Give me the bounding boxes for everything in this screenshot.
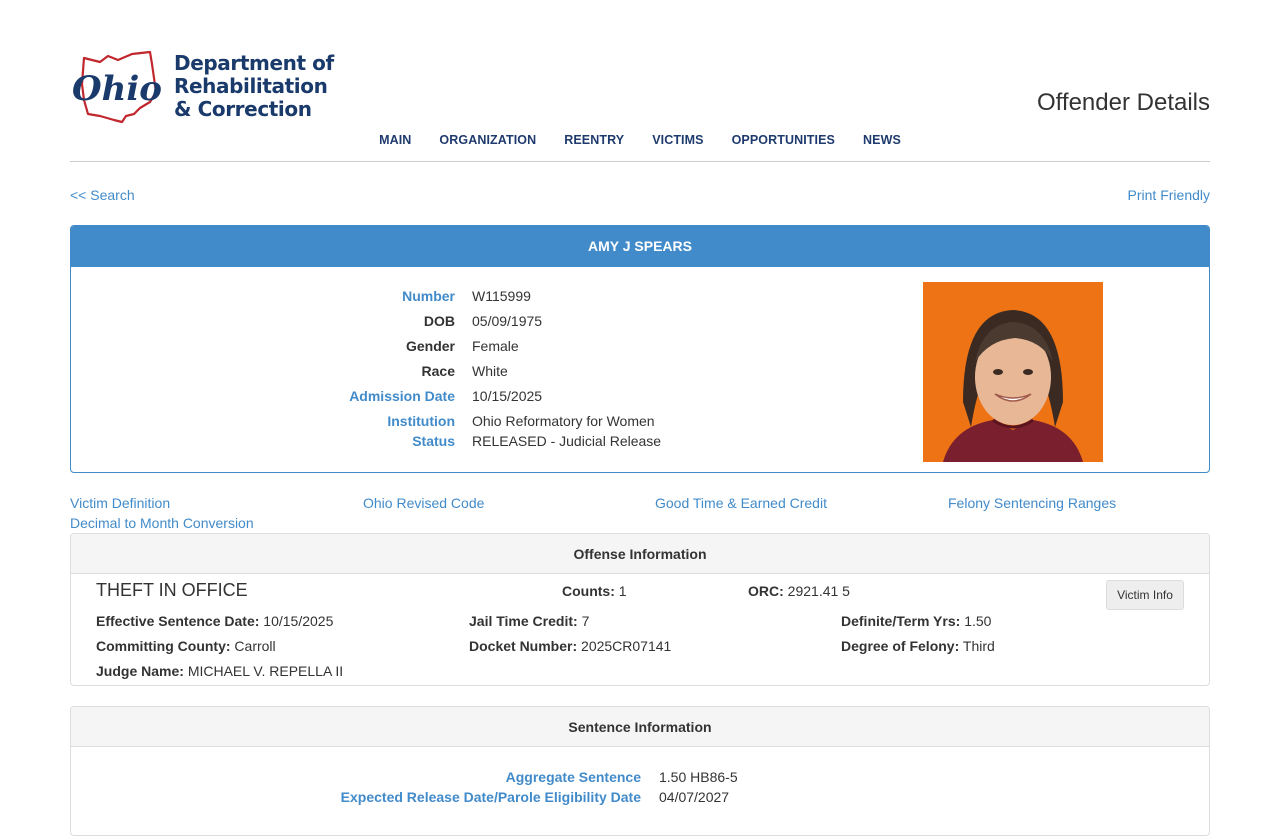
ohio-state-logo-icon (70, 50, 162, 124)
offense-title: THEFT IN OFFICE (96, 580, 248, 600)
info-label-institution[interactable]: Institution (387, 413, 455, 429)
felony-sentencing-ranges-link[interactable]: Felony Sentencing Ranges (948, 495, 1117, 511)
victim-definition-link[interactable]: Victim Definition (70, 495, 171, 511)
logo-ohio-word: Ohio (72, 69, 162, 109)
offender-info-grid (71, 288, 771, 458)
info-row-admission-date (71, 388, 771, 413)
orc-value: 2921.41 5 (787, 583, 850, 599)
docket-number (469, 638, 671, 654)
back-to-search-link[interactable]: << Search (70, 187, 135, 203)
victim-info-button[interactable]: Victim Info (1106, 580, 1184, 610)
offense-counts (562, 583, 627, 599)
info-label-status[interactable]: Status (412, 433, 455, 449)
info-value-institution: Ohio Reformatory for Women (472, 413, 655, 429)
sentence-row-release-date (71, 789, 1211, 809)
page-container (70, 0, 1210, 805)
print-friendly-link[interactable]: Print Friendly (1127, 187, 1210, 203)
page-title: Offender Details (1037, 89, 1210, 116)
info-label-dob: DOB (423, 313, 455, 329)
judge-name (96, 663, 343, 679)
info-value-gender: Female (472, 338, 519, 354)
odrc-logo[interactable] (70, 50, 334, 126)
nav-opportunities[interactable]: OPPORTUNITIES (731, 133, 835, 147)
county-label: Committing County: (96, 638, 231, 654)
info-value-status: RELEASED - Judicial Release (472, 433, 662, 449)
info-row-gender (71, 338, 771, 363)
info-row-number (71, 288, 771, 313)
logo-line-1: Department of (174, 51, 334, 75)
offense-orc (748, 583, 850, 599)
info-row-status (71, 433, 771, 458)
main-nav (70, 133, 1210, 147)
definite-term-yrs (841, 613, 991, 629)
good-time-earned-credit-link[interactable]: Good Time & Earned Credit (655, 495, 827, 511)
docket-label: Docket Number: (469, 638, 578, 654)
nav-reentry[interactable]: REENTRY (564, 133, 625, 147)
aggregate-sentence-label[interactable]: Aggregate Sentence (505, 769, 641, 785)
info-row-institution (71, 413, 771, 433)
sentence-panel (70, 706, 1210, 836)
info-row-race (71, 363, 771, 388)
reference-links (70, 495, 1210, 535)
orc-label: ORC: (748, 583, 784, 599)
nav-victims[interactable]: VICTIMS (652, 133, 704, 147)
info-row-dob (71, 313, 771, 338)
expected-release-value: 04/07/2027 (659, 789, 730, 805)
top-links-row (70, 187, 1210, 207)
offender-name: AMY J SPEARS (71, 226, 1209, 267)
nav-organization[interactable]: ORGANIZATION (439, 133, 537, 147)
info-value-admission-date: 10/15/2025 (472, 388, 543, 404)
jail-label: Jail Time Credit: (469, 613, 578, 629)
offense-panel (70, 533, 1210, 686)
counts-label: Counts: (562, 583, 615, 599)
sentence-row-aggregate (71, 769, 1211, 789)
effective-value: 10/15/2025 (263, 613, 334, 629)
county-value: Carroll (234, 638, 276, 654)
nav-main[interactable]: MAIN (379, 133, 412, 147)
effective-label: Effective Sentence Date: (96, 613, 260, 629)
judge-label: Judge Name: (96, 663, 184, 679)
committing-county (96, 638, 276, 654)
offender-photo (923, 282, 1103, 462)
info-value-race: White (472, 363, 508, 379)
offender-panel (70, 225, 1210, 473)
jail-value: 7 (581, 613, 590, 629)
docket-value: 2025CR07141 (581, 638, 672, 654)
effective-sentence-date (96, 613, 333, 629)
jail-time-credit (469, 613, 589, 629)
logo-line-2: Rehabilitation (174, 74, 328, 98)
judge-value: MICHAEL V. REPELLA II (187, 663, 344, 679)
definite-label: Definite/Term Yrs: (841, 613, 961, 629)
definite-value: 1.50 (964, 613, 992, 629)
site-header (70, 0, 1210, 162)
decimal-to-month-link[interactable]: Decimal to Month Conversion (70, 515, 254, 531)
degree-of-felony (841, 638, 995, 654)
expected-release-label[interactable]: Expected Release Date/Parole Eligibility Date (340, 789, 641, 805)
info-value-dob: 05/09/1975 (472, 313, 543, 329)
info-label-gender: Gender (405, 338, 455, 354)
counts-value: 1 (618, 583, 627, 599)
degree-label: Degree of Felony: (841, 638, 960, 654)
info-label-number[interactable]: Number (402, 288, 455, 304)
info-label-race: Race (421, 363, 455, 379)
degree-value: Third (962, 638, 995, 654)
ohio-revised-code-link[interactable]: Ohio Revised Code (363, 495, 485, 511)
offense-heading: Offense Information (71, 534, 1209, 574)
logo-line-3: & Correction (174, 97, 312, 121)
aggregate-sentence-value: 1.50 HB86-5 (659, 769, 738, 785)
info-label-admission-date[interactable]: Admission Date (349, 388, 455, 404)
logo-department-name (174, 52, 334, 121)
sentence-heading: Sentence Information (71, 707, 1209, 747)
info-value-number: W115999 (472, 288, 531, 304)
nav-news[interactable]: NEWS (863, 133, 901, 147)
